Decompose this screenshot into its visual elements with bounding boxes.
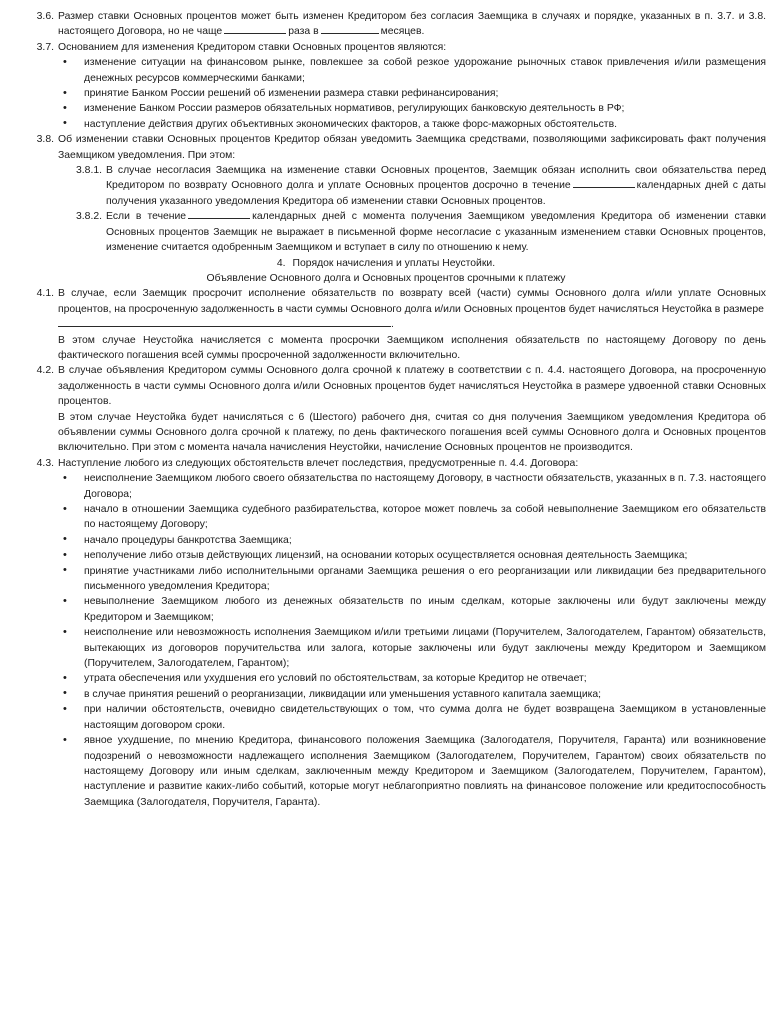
- list-item: • неисполнение Заемщиком любого своего обязательства по настоящему Договору, в частности обязательств, указанных в п. 7.3. настоящего Договора;: [62, 471, 766, 502]
- clause-number-3-8: 3.8.: [36, 134, 54, 146]
- clause-3-7: [30, 40, 766, 55]
- clause-3-8-2-text-part2: календарных дней с момента получения Заемщиком уведомления Кредитора об изменении ставки Основных процентов Заемщик не выражает в письменной форме несогласие с указанным изменением ставки Основных процентов, изменение считается одобренным Заемщиком и вступает в силу по отношению к нему.: [106, 211, 766, 254]
- section-4-number: 4.: [276, 257, 286, 269]
- clause-4-3: [30, 456, 766, 471]
- list-item: • принятие Банком России решений об изменении размера ставки рефинансирования;: [62, 86, 766, 101]
- fill-blank-penalty-amount[interactable]: [58, 319, 391, 327]
- list-item: • наступление действия других объективных экономических факторов, а также форс-мажорных обстоятельств.: [62, 117, 766, 132]
- list-item: • начало процедуры банкротства Заемщика;: [62, 533, 766, 548]
- clause-3-8-1: [74, 163, 766, 209]
- list-item: • невыполнение Заемщиком любого из денежных обязательств по иным сделкам, которые заключены или будут заключены между Кредитором и Заемщиком;: [62, 594, 766, 625]
- clause-4-1-blank-suffix: .: [391, 319, 394, 331]
- list-item: • неисполнение или невозможность исполнения Заемщиком и/или третьими лицами (Поручителем, Залогодателем, Гарантом) обязательств, вытекающих из договоров поручительства или залога, которые заключены или будут заключены между Кредитором и Заемщиком (Поручителем, Залогодателем, Гарантом);: [62, 625, 766, 671]
- document-body: [0, 9, 772, 810]
- clause-3-8-2-text-part1: Если в течение: [106, 211, 187, 223]
- clause-3-8-text: Об изменении ставки Основных процентов Кредитор обязан уведомить Заемщика средствами, позволяющими зафиксировать факт получения Заемщиком уведомления. При этом:: [58, 134, 766, 161]
- clause-4-3-text: Наступление любого из следующих обстоятельств влечет последствия, предусмотренные п. 4.4. Договора:: [58, 457, 579, 469]
- list-item: • утрата обеспечения или ухудшения его условий по обстоятельствам, за которые Кредитор не отвечает;: [62, 671, 766, 686]
- clause-3-8-2: [74, 209, 766, 255]
- clause-4-1-amount-blank-row: [58, 317, 766, 332]
- clause-4-1-text-part2: В этом случае Неустойка начисляется с момента просрочки Заемщиком исполнения обязательств по настоящему Договору по день фактического погашения всей суммы просроченной задолженности включительно.: [58, 334, 766, 361]
- fill-blank-calendar-days-382[interactable]: [188, 210, 250, 220]
- clause-number-3-8-2: 3.8.2.: [76, 211, 102, 223]
- clause-4-2-text-part1: В случае объявления Кредитором суммы Основного долга срочной к платежу в соответствии с п. 4.4. настоящего Договора, на просроченную задолженность в части суммы Основного долга и/или Основных процентов будет начисляться Неустойка в размере удвоенной ставки Основных процентов.: [58, 365, 766, 408]
- clause-3-8: [30, 132, 766, 163]
- clause-number-3-7: 3.7.: [36, 41, 54, 53]
- section-4-title: Порядок начисления и уплаты Неустойки.: [292, 257, 496, 269]
- list-item: • неполучение либо отзыв действующих лицензий, на основании которых осуществляется основная деятельность Заемщика;: [62, 548, 766, 563]
- list-item: • начало в отношении Заемщика судебного разбирательства, которое может повлечь за собой невыполнение Заемщиком его обязательств по настоящему Договору;: [62, 502, 766, 533]
- clause-number-3-8-1: 3.8.1.: [76, 165, 102, 177]
- list-item: • явное ухудшение, по мнению Кредитора, финансового положения Заемщика (Залогодателя, Поручителя, Гаранта) или возникновение подозрений о невозможности надлежащего исполнения Заемщиком (Залогодателем, Поручителем, Гарантом) своих обязательств по настоящему Договору или иным сделкам, заключенным между Кредитором и Заемщиком (Залогодателем, Поручителем, Гарантом), наступление и развитие каких-либо событий, которые могут неблагоприятно повлиять на финансовое положение или кредитоспособность Заемщика (Залогодателя, Поручителя, Гаранта).: [62, 733, 766, 810]
- section-4-heading: [0, 256, 772, 271]
- clause-4-3-bullet-list: [0, 471, 772, 810]
- clause-3-6-text-part1: Размер ставки Основных процентов может быть изменен Кредитором без согласия Заемщика в случаях и порядке, указанных в п. 3.7. и 3.8. настоящего Договора, но не чаще: [58, 11, 766, 38]
- clause-3-6-text-part3: месяцев.: [380, 26, 425, 38]
- list-item: • изменение ситуации на финансовом рынке, повлекшее за собой резкое удорожание рыночных ставок привлечения и/или размещения денежных ресурсов коммерческими банками;: [62, 55, 766, 86]
- clause-3-7-text: Основанием для изменения Кредитором ставки Основных процентов являются:: [58, 41, 447, 53]
- fill-blank-calendar-days-381[interactable]: [573, 179, 635, 189]
- clause-4-1: [30, 286, 766, 317]
- clause-3-6: [30, 9, 766, 40]
- clause-number-4-1: 4.1.: [36, 288, 54, 300]
- clause-3-8-1-text-part1: В случае несогласия Заемщика на изменение ставки Основных процентов, Заемщик обязан исполнить свои обязательства перед Кредитором по возврату Основного долга и уплате Основных процентов досрочно в течение: [106, 165, 766, 192]
- fill-blank-months-count[interactable]: [321, 25, 379, 35]
- list-item: • изменение Банком России размеров обязательных нормативов, регулирующих банковскую деятельность в РФ;: [62, 101, 766, 116]
- clause-3-6-text-part2: раза в: [288, 26, 319, 38]
- clause-4-1-text-part1: В случае, если Заемщик просрочит исполнение обязательств по возврату всей (части) суммы Основного долга и/или уплате Основных процентов, на просроченную задолженность в части суммы Основного долга и/или Основных процентов будет начисляться Неустойка в размере: [58, 288, 766, 315]
- list-item: • в случае принятия решений о реорганизации, ликвидации или уменьшения уставного капитала заемщика;: [62, 687, 766, 702]
- clause-number-3-6: 3.6.: [36, 11, 54, 22]
- fill-blank-times-per[interactable]: [224, 25, 286, 35]
- list-item: • при наличии обстоятельств, очевидно свидетельствующих о том, что сумма долга не будет возвращена Заемщиком в установленные настоящим договором сроки.: [62, 702, 766, 733]
- clause-number-4-2: 4.2.: [36, 365, 54, 377]
- clause-number-4-3: 4.3.: [36, 457, 54, 469]
- clause-4-2-text-part2: В этом случае Неустойка будет начисляться с 6 (Шестого) рабочего дня, считая со дня получения Заемщиком уведомления Кредитора об объявлении суммы Основного долга срочной к платежу, по день фактического погашения всей суммы Основного долга и Основных процентов включительно. При этом с момента начала начисления Неустойки, начисление Основных процентов не производится.: [58, 411, 766, 454]
- list-item: • принятие участниками либо исполнительными органами Заемщика решения о его реорганизации или ликвидации без предварительного письменного уведомления Кредитора;: [62, 564, 766, 595]
- section-4-subheading: Объявление Основного долга и Основных процентов срочными к платежу: [206, 272, 566, 284]
- clause-4-2: [30, 363, 766, 409]
- clause-3-8-1-text-part2: календарных дней с даты получения указанного уведомления Кредитора об изменении ставки Основных процентов.: [106, 180, 766, 207]
- clause-3-7-bullet-list: [0, 55, 772, 132]
